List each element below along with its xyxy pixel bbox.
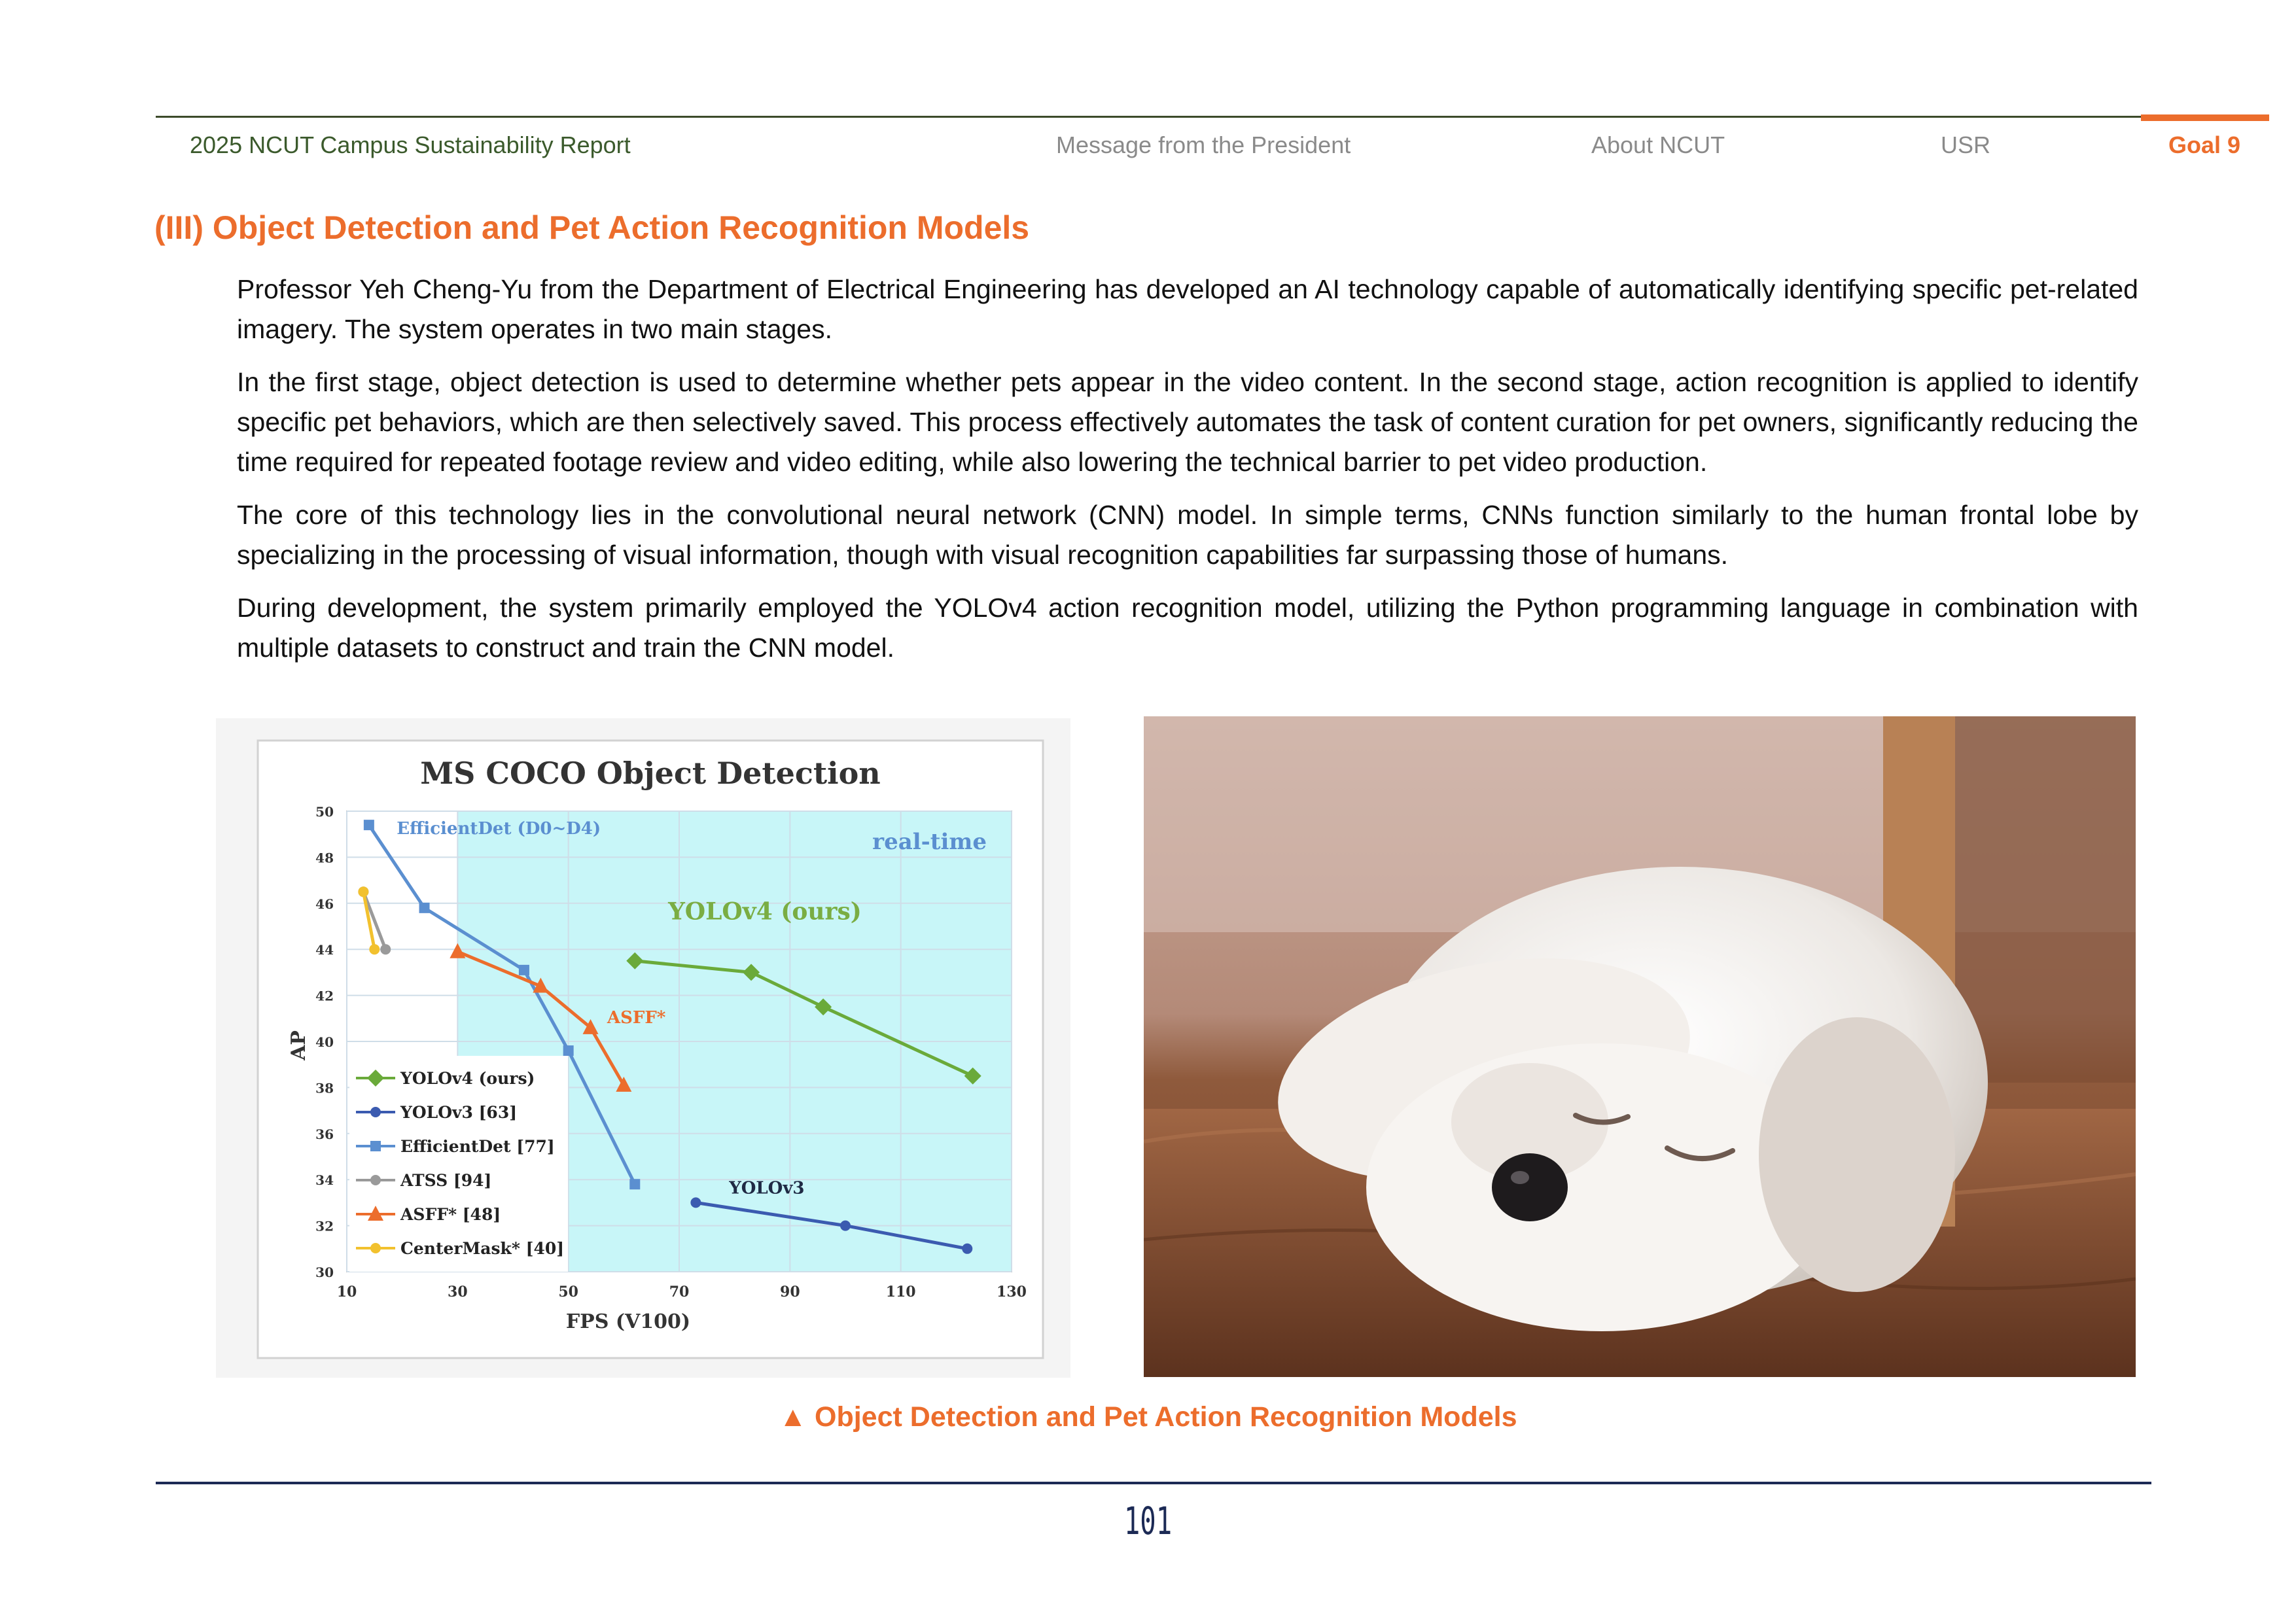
chart-annotation: YOLOv3 bbox=[729, 1178, 805, 1198]
puppy-illustration bbox=[1144, 716, 2136, 1377]
data-point bbox=[364, 820, 374, 830]
header-accent-bar bbox=[2141, 114, 2269, 121]
data-point bbox=[840, 1221, 851, 1231]
data-point bbox=[690, 1197, 701, 1208]
data-point bbox=[629, 1179, 640, 1189]
nav-usr[interactable]: USR bbox=[1941, 131, 1991, 158]
x-tick-label: 90 bbox=[780, 1283, 800, 1300]
realtime-label: real-time bbox=[872, 829, 987, 855]
sleeping-puppy-photo bbox=[1144, 716, 2136, 1377]
figure-caption: ▲ Object Detection and Pet Action Recognition Models bbox=[779, 1401, 1517, 1433]
data-point bbox=[358, 886, 368, 897]
legend-entry: YOLOv3 [63] bbox=[400, 1103, 518, 1122]
legend-entry: EfficientDet [77] bbox=[400, 1137, 555, 1156]
y-tick-label: 30 bbox=[315, 1265, 334, 1280]
x-tick-label: 30 bbox=[448, 1283, 468, 1300]
legend-entry: ATSS [94] bbox=[400, 1171, 492, 1190]
header-rule bbox=[156, 116, 2141, 118]
nav-goal-9[interactable]: Goal 9 bbox=[2168, 131, 2241, 158]
legend-marker bbox=[370, 1243, 381, 1253]
y-tick-label: 32 bbox=[315, 1218, 334, 1234]
y-axis-label: AP bbox=[287, 1030, 310, 1060]
y-tick-label: 46 bbox=[315, 896, 334, 912]
chart-title: MS COCO Object Detection bbox=[420, 756, 881, 791]
data-point bbox=[419, 903, 430, 913]
chart-legend bbox=[349, 1056, 568, 1272]
data-point bbox=[519, 965, 529, 975]
data-point bbox=[380, 944, 391, 954]
report-title[interactable]: 2025 NCUT Campus Sustainability Report bbox=[190, 131, 631, 158]
y-tick-label: 42 bbox=[315, 988, 334, 1004]
x-tick-label: 110 bbox=[885, 1283, 916, 1300]
y-tick-label: 44 bbox=[315, 942, 334, 958]
y-tick-label: 40 bbox=[315, 1034, 334, 1050]
legend-marker bbox=[370, 1107, 381, 1117]
legend-entry: ASFF* [48] bbox=[400, 1205, 501, 1224]
data-point bbox=[962, 1244, 972, 1254]
data-point bbox=[563, 1045, 574, 1056]
y-tick-label: 48 bbox=[315, 850, 334, 866]
y-tick-label: 36 bbox=[315, 1126, 334, 1142]
nav-message-from-president[interactable]: Message from the President bbox=[1056, 131, 1351, 158]
y-tick-label: 38 bbox=[315, 1080, 334, 1096]
puppy-ear bbox=[1759, 1017, 1955, 1292]
y-tick-label: 50 bbox=[315, 804, 334, 820]
x-axis-label: FPS (V100) bbox=[565, 1310, 691, 1333]
chart-annotation: YOLOv4 (ours) bbox=[668, 898, 862, 926]
section-title: (III) Object Detection and Pet Action Recognition Models bbox=[154, 209, 1030, 246]
puppy-nose bbox=[1492, 1153, 1568, 1221]
page-number: 101 bbox=[1123, 1499, 1173, 1543]
paragraph: The core of this technology lies in the convolutional neural network (CNN) model. In simple terms, CNNs function similarly to the human frontal lobe by specializing in the processing of visual information, though with visual recognition capabilities far surpassing those of humans. bbox=[237, 500, 2138, 570]
x-tick-label: 10 bbox=[336, 1283, 357, 1300]
paragraph: In the first stage, object detection is used to determine whether pets appear in the video content. In the second stage, action recognition is applied to identify specific pet behaviors, which are then selectively saved. This process effectively automates the task of content curation for pet owners, significantly reducing the time required for repeated footage review and video editing, while also lowering the technical barrier to pet video production. bbox=[237, 367, 2138, 477]
coco-chart-figure bbox=[216, 718, 1070, 1378]
body-text bbox=[237, 270, 2138, 681]
legend-marker bbox=[370, 1141, 381, 1151]
x-tick-label: 70 bbox=[669, 1283, 690, 1300]
x-tick-label: 130 bbox=[997, 1283, 1027, 1300]
footer-rule bbox=[156, 1482, 2151, 1484]
x-tick-label: 50 bbox=[558, 1283, 578, 1300]
chart-annotation: ASFF* bbox=[607, 1007, 666, 1028]
paragraph: During development, the system primarily employed the YOLOv4 action recognition model, utilizing the Python programming language in combination with multiple datasets to construct and train the CNN model. bbox=[237, 593, 2138, 663]
y-tick-label: 34 bbox=[315, 1172, 334, 1189]
legend-entry: CenterMask* [40] bbox=[400, 1239, 565, 1258]
paragraph: Professor Yeh Cheng-Yu from the Department of Electrical Engineering has developed an AI technology capable of automatically identifying specific pet-related imagery. The system operates in two main stages. bbox=[237, 274, 2138, 344]
legend-marker bbox=[370, 1175, 381, 1185]
nav-about-ncut[interactable]: About NCUT bbox=[1591, 131, 1725, 158]
coco-chart bbox=[216, 718, 1070, 1378]
chart-annotation: EfficientDet (D0~D4) bbox=[397, 819, 601, 839]
data-point bbox=[369, 944, 380, 954]
legend-entry: YOLOv4 (ours) bbox=[400, 1069, 535, 1088]
